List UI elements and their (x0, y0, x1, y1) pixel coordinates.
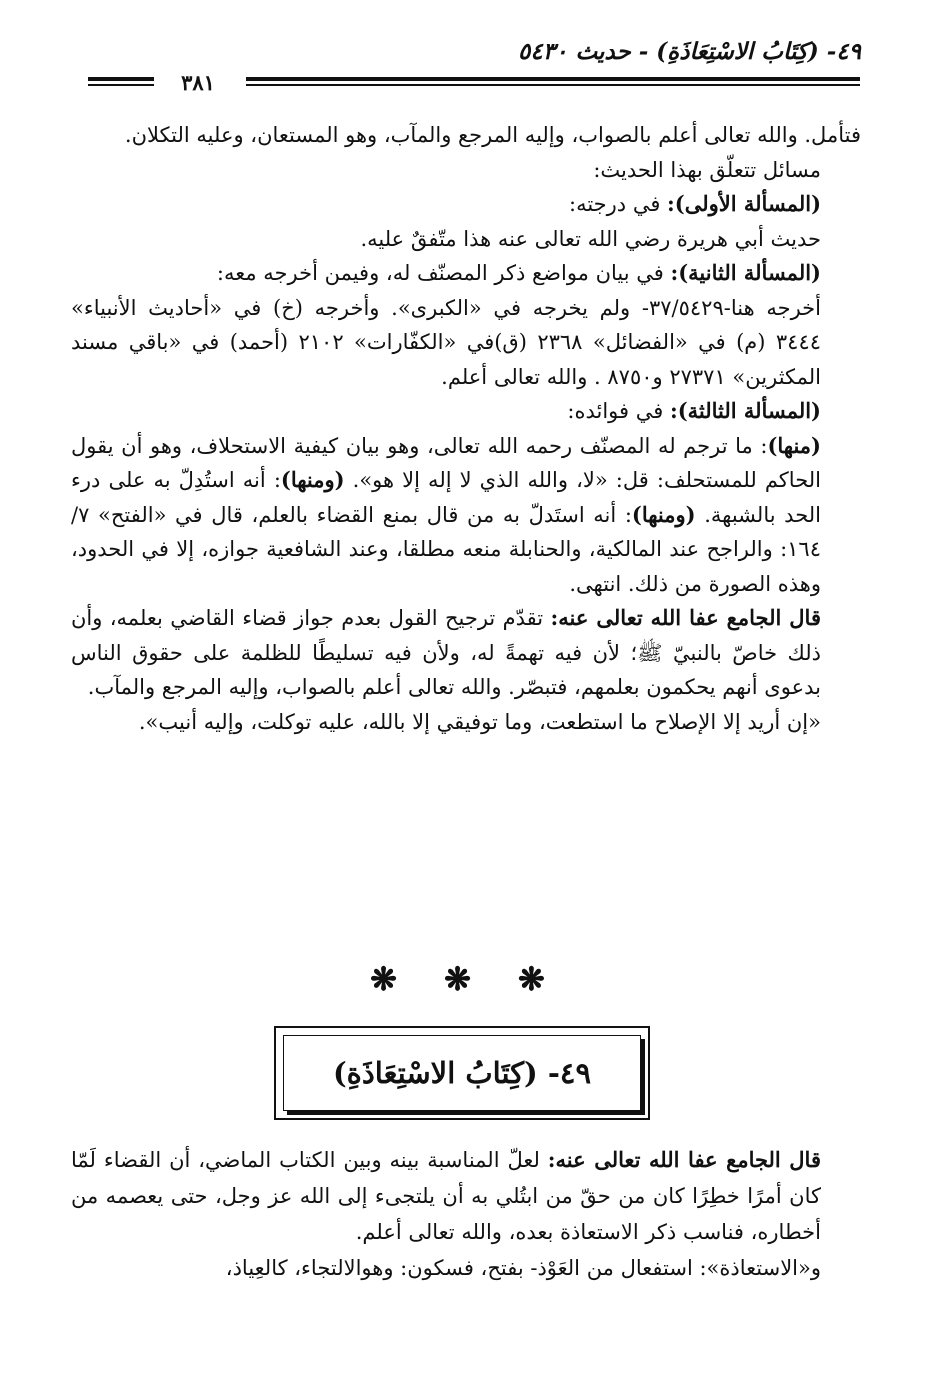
paragraph: قال الجامع عفا الله تعالى عنه: لعلّ المناسبة بينه وبين الكتاب الماضي، أن القضاء لَمّا كان أمرًا خطِرًا كان من حقّ من ابتُلي به أن يلتجىء إلى الله عز وجل، حتى يعصمه من أخطاره، فناسب ذكر الاستعاذة بعده، والله تعالى أعلم. (71, 1147, 821, 1244)
paragraph-quote: «إن أريد إلا الإصلاح ما استطعت، وما توفيقي إلا بالله، عليه توكلت، وإليه أنيب». (138, 709, 821, 734)
paragraph: مسائل تتعلّق بهذا الحديث: (593, 157, 821, 182)
header-rule-right-thin (246, 84, 860, 86)
header-rule-left-thick (88, 77, 154, 81)
paragraph: و«الاستعاذة»: استفعال من العَوْذ- بفتح، فسكون: وهوالالتجاء، كالعِياذ، (225, 1256, 821, 1280)
issue-label: (المسألة الثانية): (670, 260, 821, 285)
paragraph-benefits: (منها): ما ترجم له المصنّف رحمه الله تعالى، وهو بيان كيفية الاستحلاف، وهو أن يقول الحاكم للمستحلف: قل: «لا، والله الذي لا إله إلا هو». (ومنها): أنه استُدِلّ به على درء الحد بالشبهة. (ومنها): أنه استَدلّ به من قال بمنع القضاء بالعلم، قال في «الفتح» ٧/ ١٦٤: والراجح عند المالكية، والحنابلة منعه مطلقا، وعند الشافعية جوازه، إلا في الحدود، وهذه الصورة من ذلك. انتهى. (71, 432, 821, 596)
chapter-heading-box (274, 1026, 650, 1120)
paragraph: قال الجامع عفا الله تعالى عنه: تقدّم ترجيح القول بعدم جواز قضاء القاضي بعلمه، وأن ذلك خاصّ بالنبيّ ﷺ؛ لأن فيه تهمةً له، ولأن فيه تسليطًا للظلمة على حقوق الناس بدعوى أنهم يحكمون بعلمهم، فتبصّر. والله تعالى أعلم بالصواب، وإليه المرجع والمآب. (71, 605, 821, 699)
paragraph: أخرجه هنا-٣٧/٥٤٢٩- ولم يخرجه في «الكبرى». وأخرجه (خ) في «أحاديث الأنبياء» ٣٤٤٤ (م) في «الفضائل» ٢٣٦٨ (ق)في «الكفّارات» ٢١٠٢ (أحمد) في «باقي مسند المكثرين» ٢٧٣٧١ و٨٧٥٠ . والله تعالى أعلم. (71, 295, 822, 389)
chapter-heading: ٤٩- (كِتَابُ الاسْتِعَاذَةِ) (283, 1035, 641, 1111)
paragraph: فتأمل. والله تعالى أعلم بالصواب، وإليه المرجع والمآب، وهو المستعان، وعليه التكلان. (124, 123, 861, 147)
author-label: قال الجامع عفا الله تعالى عنه: (550, 605, 821, 630)
paragraph: (المسألة الأولى): في درجته: (569, 191, 821, 216)
issue-label: (المسألة الأولى): (667, 191, 821, 216)
header-rule-left-thin (88, 84, 154, 86)
header-rule-right-thick (246, 77, 860, 81)
paragraph: حديث أبي هريرة رضي الله تعالى عنه هذا متّفقٌ عليه. (360, 226, 821, 251)
page-number: ٣٨١ (181, 70, 215, 95)
author-label: قال الجامع عفا الله تعالى عنه: (547, 1147, 821, 1172)
paragraph: (المسألة الثالثة): في فوائده: (567, 398, 821, 423)
chapter-intro-text (71, 1142, 861, 1286)
paragraph: (المسألة الثانية): في بيان مواضع ذكر المصنّف له، وفيمن أخرجه معه: (216, 260, 821, 285)
main-text (71, 118, 861, 739)
running-header-title: ٤٩- (كِتَابُ الاسْتِعَاذَةِ) - حديث ٥٤٣٠ (518, 38, 861, 65)
issue-label: (المسألة الثالثة): (669, 398, 821, 423)
section-separator: ❋ ❋ ❋ (370, 960, 563, 998)
